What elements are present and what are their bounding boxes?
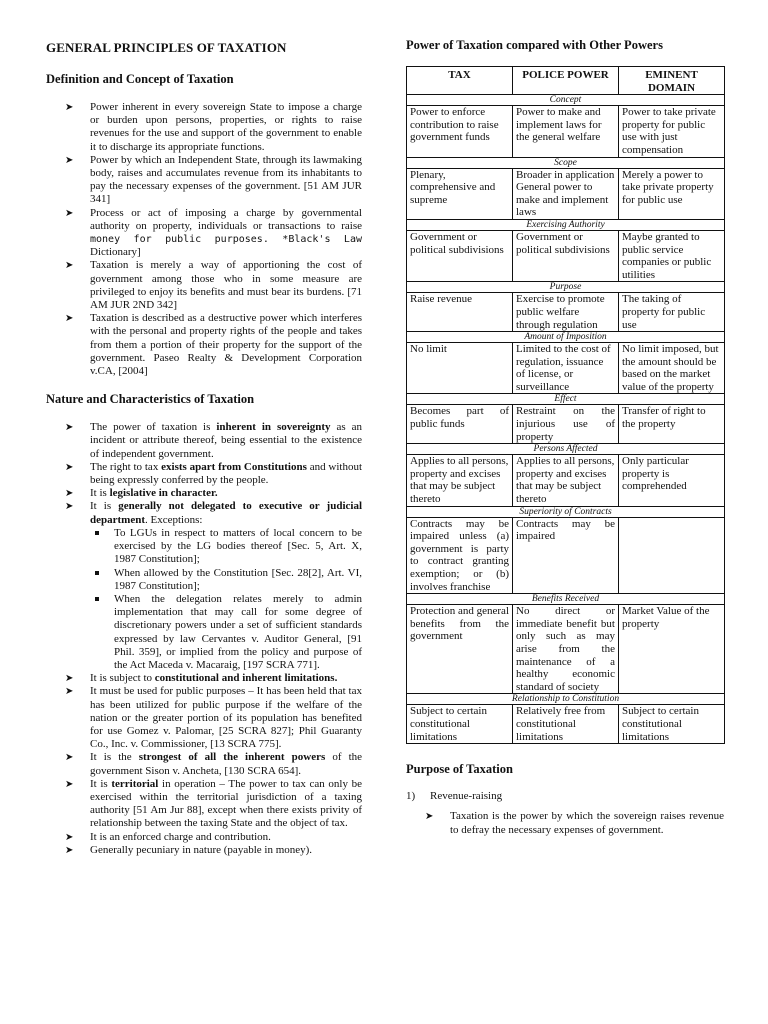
- purpose-list: [406, 810, 724, 836]
- table-cell: No limit imposed, but the amount should be based on the market value of the property: [619, 343, 725, 394]
- table-subheader-row: [407, 506, 725, 517]
- table-cell: Protection and general benefits from the government: [407, 605, 513, 694]
- table-cell: Subject to certain constitutional limitations: [407, 705, 513, 744]
- table-cell: Applies to all persons, property and excises that may be subject thereto: [513, 455, 619, 506]
- table-row: [407, 405, 725, 444]
- table-body: [407, 95, 725, 744]
- comparison-table: [406, 66, 725, 744]
- list-item: [46, 672, 362, 685]
- list-item: [46, 487, 362, 500]
- item-text: Process or act of imposing a charge by governmental authority on property, individuals or transactions to raise: [90, 206, 362, 232]
- item-text-mono-tail: . *Black's Law: [262, 234, 362, 246]
- table-subheader-row: [407, 219, 725, 230]
- list-item: ➤ Generally pecuniary in nature (payable in money).: [46, 844, 362, 857]
- table-subheader-row: [407, 95, 725, 106]
- text: The power of taxation is: [90, 421, 217, 434]
- section-heading-definition: Definition and Concept of Taxation: [46, 72, 234, 86]
- table-subheader: Concept: [407, 95, 725, 106]
- table-subheader: Purpose: [407, 282, 725, 293]
- table-row: [407, 168, 725, 219]
- bold-text: strongest of all the inherent powers: [138, 751, 326, 764]
- table-cell: Broader in application General power to make and implement laws: [513, 168, 619, 219]
- exception-item: When allowed by the Constitution [Sec. 28[2], Art. VI, 1987 Constitution];: [90, 567, 362, 593]
- table-subheader-row: [407, 282, 725, 293]
- table-subheader: Exercising Authority: [407, 219, 725, 230]
- table-cell: Relatively free from constitutional limitations: [513, 705, 619, 744]
- table-subheader-row: [407, 332, 725, 343]
- table-cell: Power to make and implement laws for the general welfare: [513, 106, 619, 157]
- column-header-tax: TAX: [407, 67, 513, 95]
- table-subheader: Effect: [407, 394, 725, 405]
- table-cell: Raise revenue: [407, 293, 513, 332]
- table-cell: Plenary, comprehensive and supreme: [407, 168, 513, 219]
- table-row: [407, 705, 725, 744]
- table-cell: No direct or immediate benefit but only such as may arise from the maintenance of a healthy economic standard of society: [513, 605, 619, 694]
- list-item: [46, 778, 362, 831]
- definition-list: [46, 101, 362, 378]
- table-cell: Power to enforce contribution to raise government funds: [407, 106, 513, 157]
- exception-item: When the delegation relates merely to admin implementation that may call for some degree of discretionary powers under a set of sufficient standards expressed by law Cervantes v. Auditor General, [91 Phil. 359], or implied from the policy and purpose of the Act Maceda v. Macaraig, [197 SCRA 771].: [90, 593, 362, 672]
- table-cell: [619, 517, 725, 594]
- table-subheader: Persons Affected: [407, 444, 725, 455]
- table-subheader-row: [407, 444, 725, 455]
- text: of the government Sison v. Ancheta, [130 SCRA 654].: [90, 751, 363, 777]
- item-text-end: Dictionary]: [90, 246, 141, 259]
- table-cell: Only particular property is comprehended: [619, 455, 725, 506]
- table-subheader: Amount of Imposition: [407, 332, 725, 343]
- text: in operation – The power to tax can only be exercised within the territorial jurisdiction of a taxing authority [51 Am Jur 88], except when there exists privity of relationship between the taxing State and the object of tax.: [90, 777, 362, 830]
- text: as an incident or attribute thereof, being essential to the existence of independent government.: [90, 421, 363, 460]
- table-subheader: Scope: [407, 157, 725, 168]
- exceptions-list: [90, 527, 362, 672]
- text: The right to tax: [90, 460, 162, 473]
- list-item: ➤ Taxation is merely a way of apportioning the cost of government among those who in some measure are privileged to enjoy its benefits and must bear its burdens. [71 AM JUR 2ND 342]: [46, 259, 362, 312]
- list-item: ➤ It must be used for public purposes – It has been held that tax has been utilized for public purpose if the welfare of the nation or the greater portion of its population has benefited for use Gomez v. Palomar, [25 SCRA 827]; Phil Guaranty Co., Inc. v. Commissioner, [13 SCRA 775].: [46, 685, 362, 751]
- bold-text: constitutional and inherent limitations.: [154, 672, 338, 685]
- item-text-mono: money for public purposes: [90, 234, 263, 246]
- table-subheader-row: [407, 157, 725, 168]
- list-item: [46, 500, 362, 672]
- purpose-section: [406, 762, 724, 837]
- table-cell: Limited to the cost of regulation, issuance of license, or surveillance: [513, 343, 619, 394]
- list-item: [46, 421, 362, 461]
- table-cell: Exercise to promote public welfare through regulation: [513, 293, 619, 332]
- text: . Exceptions:: [145, 513, 203, 526]
- page-title: GENERAL PRINCIPLES OF TAXATION: [46, 40, 287, 55]
- numbered-item: [406, 790, 724, 803]
- text: It is subject to: [90, 672, 155, 685]
- table-cell: Applies to all persons, property and excises that may be subject thereto: [407, 455, 513, 506]
- bold-text: exists apart from Constitutions: [161, 460, 307, 473]
- list-item: [46, 461, 362, 487]
- table-row: [407, 455, 725, 506]
- section-heading-nature: Nature and Characteristics of Taxation: [46, 392, 255, 407]
- left-column: [46, 38, 362, 857]
- text: It is the: [90, 751, 139, 764]
- table-subheader: Relationship to Constitution: [407, 694, 725, 705]
- table-row: [407, 605, 725, 694]
- table-row: [407, 343, 725, 394]
- nature-section: [46, 392, 362, 857]
- exception-item: To LGUs in respect to matters of local concern to be exercised by the LG bodies thereof [Sec. 5, Art. X, 1987 Constitution];: [90, 527, 362, 567]
- table-cell: Power to take private property for public use with just compensation: [619, 106, 725, 157]
- table-subheader-row: [407, 394, 725, 405]
- comparison-heading: Power of Taxation compared with Other Powers: [406, 38, 663, 52]
- table-header-row: [407, 67, 725, 95]
- table-cell: The taking of property for public use: [619, 293, 725, 332]
- list-item: [46, 207, 362, 260]
- table-row: [407, 106, 725, 157]
- table-cell: Market Value of the property: [619, 605, 725, 694]
- list-item: [46, 751, 362, 777]
- bold-text: territorial: [111, 777, 159, 790]
- table-cell: Restraint on the injurious use of property: [513, 405, 619, 444]
- table-cell: Becomes part of public funds: [407, 405, 513, 444]
- table-cell: Government or political subdivisions: [407, 230, 513, 281]
- list-item: ➤ Power inherent in every sovereign State to impose a charge or burden upon persons, properties, or rights to raise revenues for the use and support of the government to enable it to discharge its appropriate functions.: [46, 101, 362, 154]
- table-cell: Contracts may be impaired unless (a) government is party to contract granting exemption; or (b) involves franchise: [407, 517, 513, 594]
- table-cell: Merely a power to take private property for public use: [619, 168, 725, 219]
- table-cell: No limit: [407, 343, 513, 394]
- table-cell: Subject to certain constitutional limitations: [619, 705, 725, 744]
- table-cell: Contracts may be impaired: [513, 517, 619, 594]
- table-cell: Government or political subdivisions: [513, 230, 619, 281]
- list-item: ➤ Taxation is the power by which the sovereign raises revenue to defray the necessary expenses of government.: [406, 810, 724, 836]
- list-item: ➤ Power by which an Independent State, through its lawmaking body, raises and accumulates revenue from its inhabitants to pay the necessary expenses of the government. [51 AM JUR 341]: [46, 154, 362, 207]
- text: It is: [90, 500, 119, 513]
- item-number: 1): [406, 790, 416, 803]
- nature-list: [46, 421, 362, 857]
- list-item: ➤ Taxation is described as a destructive power which interferes with the personal and property rights of the people and takes from them a portion of their property for the support of the government. Paseo Realty & Development Corporation v.CA, [2004]: [46, 312, 362, 378]
- column-header-police-power: POLICE POWER: [513, 67, 619, 95]
- table-cell: Maybe granted to public service companies or public utilities: [619, 230, 725, 281]
- table-subheader: Superiority of Contracts: [407, 506, 725, 517]
- table-row: [407, 517, 725, 594]
- purpose-heading: Purpose of Taxation: [406, 762, 513, 777]
- item-label: Revenue-raising: [430, 790, 503, 803]
- text: It is: [90, 777, 112, 790]
- table-row: [407, 293, 725, 332]
- bold-text: legislative in character.: [109, 487, 218, 500]
- bold-text: inherent in sovereignty: [216, 421, 331, 434]
- list-item: ➤ It is an enforced charge and contribution.: [46, 831, 362, 844]
- right-column: [406, 38, 724, 837]
- table-subheader-row: [407, 694, 725, 705]
- text: It is: [90, 487, 110, 500]
- table-row: [407, 230, 725, 281]
- column-header-eminent-domain: EMINENT DOMAIN: [619, 67, 725, 95]
- table-subheader-row: [407, 594, 725, 605]
- table-subheader: Benefits Received: [407, 594, 725, 605]
- bold-text: generally not delegated to executive or judicial department: [90, 500, 362, 526]
- table-cell: Transfer of right to the property: [619, 405, 725, 444]
- text: and without being expressly conferred by the people.: [90, 460, 363, 487]
